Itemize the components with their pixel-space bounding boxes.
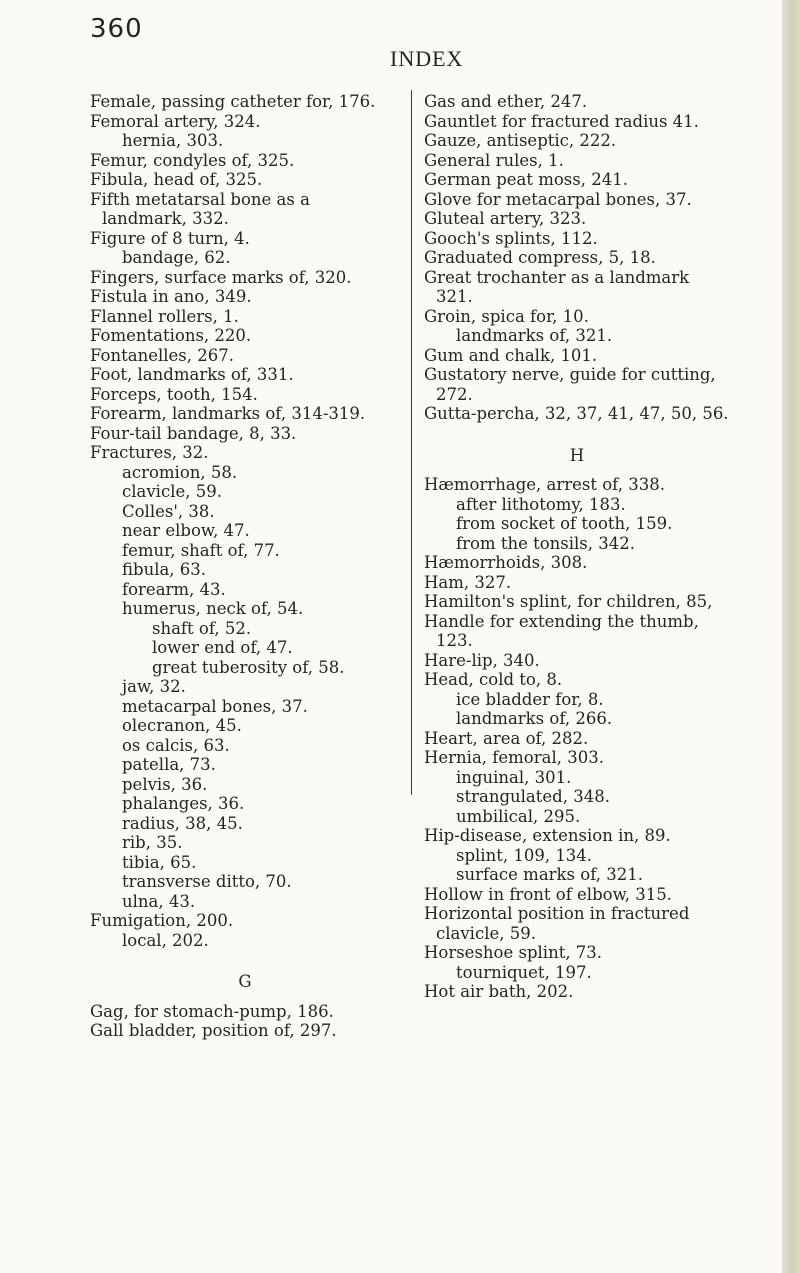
index-entry: Forceps, tooth, 154. xyxy=(90,384,258,404)
index-entry: splint, 109, 134. xyxy=(456,845,593,865)
index-entry: Gutta-percha, 32, 37, 41, 47, 50, 56. xyxy=(424,404,729,423)
index-entry: Gauze, antiseptic, 222. xyxy=(424,131,617,150)
index-entry: Hare-lip, 340. xyxy=(424,650,540,670)
h-entries xyxy=(424,475,730,1002)
index-entry: local, 202. xyxy=(122,930,209,950)
left-column xyxy=(90,92,400,1041)
index-entry: Hæmorrhage, arrest of, 338. xyxy=(424,475,665,494)
index-entry: Fractures, 32. xyxy=(90,443,209,462)
index-entry: Hot air bath, 202. xyxy=(424,982,574,1001)
index-entry: Fistula in ano, 349. xyxy=(90,287,252,306)
index-entry: os calcis, 63. xyxy=(122,735,230,755)
index-entry: Gooch's splints, 112. xyxy=(424,228,598,248)
index-entry: Horizontal position in fractured clavicle, 59. xyxy=(424,904,690,943)
index-entry: Female, passing catheter for, 176. xyxy=(90,92,376,111)
index-entry: Heart, area of, 282. xyxy=(424,728,589,748)
index-entry: pelvis, 36. xyxy=(122,774,208,794)
page-number: 360 xyxy=(90,14,143,44)
running-head: INDEX xyxy=(390,46,464,71)
index-entry: acromion, 58. xyxy=(122,462,238,482)
index-entry: ulna, 43. xyxy=(122,891,196,911)
index-entry: after lithotomy, 183. xyxy=(456,494,626,514)
index-entry: phalanges, 36. xyxy=(122,794,245,813)
index-entry: Handle for extending the thumb, 123. xyxy=(424,611,699,650)
index-entry: jaw, 32. xyxy=(122,677,186,696)
index-entry: Flannel rollers, 1. xyxy=(90,306,239,326)
index-entry: Hollow in front of elbow, 315. xyxy=(424,884,672,904)
index-entry: from the tonsils, 342. xyxy=(456,533,635,553)
index-entry: Fontanelles, 267. xyxy=(90,345,234,365)
index-entry: tibia, 65. xyxy=(122,852,197,872)
index-entry: Groin, spica for, 10. xyxy=(424,306,589,326)
index-entry: hernia, 303. xyxy=(122,131,224,150)
index-entry: humerus, neck of, 54. xyxy=(122,599,304,618)
index-entry: radius, 38, 45. xyxy=(122,813,243,833)
index-entry: Horseshoe splint, 73. xyxy=(424,943,603,962)
section-letter-h: H xyxy=(569,445,585,465)
index-entry: Colles', 38. xyxy=(122,501,215,521)
index-entry: strangulated, 348. xyxy=(456,787,610,806)
index-entry: clavicle, 59. xyxy=(122,482,222,501)
index-entry: German peat moss, 241. xyxy=(424,170,628,189)
index-entry: near elbow, 47. xyxy=(122,521,250,540)
index-entry: forearm, 43. xyxy=(122,579,226,599)
index-entry: Fibula, head of, 325. xyxy=(90,170,263,189)
index-entry: Gas and ether, 247. xyxy=(424,92,588,111)
right-column xyxy=(424,92,730,1002)
index-entry: Fingers, surface marks of, 320. xyxy=(90,267,352,287)
index-entry: Fumigation, 200. xyxy=(90,911,234,930)
index-entry: Hernia, femoral, 303. xyxy=(424,748,604,767)
index-entry: surface marks of, 321. xyxy=(456,865,643,884)
index-entry: patella, 73. xyxy=(122,755,216,774)
index-entry: Head, cold to, 8. xyxy=(424,670,563,689)
index-entry: umbilical, 295. xyxy=(456,806,581,826)
index-entry: Four-tail bandage, 8, 33. xyxy=(90,423,297,443)
column-divider xyxy=(411,90,412,795)
section-letter-g: G xyxy=(238,972,252,991)
index-entry: Great trochanter as a landmark 321. xyxy=(424,267,690,306)
index-entry: Gall bladder, position of, 297. xyxy=(90,1021,337,1040)
page-edge xyxy=(782,0,800,1273)
index-entry: fibula, 63. xyxy=(122,560,207,579)
index-entry: shaft of, 52. xyxy=(152,618,252,638)
index-entry: Gum and chalk, 101. xyxy=(424,345,598,365)
index-entry: Graduated compress, 5, 18. xyxy=(424,248,656,267)
index-entry: landmarks of, 321. xyxy=(456,326,613,345)
index-entry: bandage, 62. xyxy=(122,248,231,267)
index-entry: Gustatory nerve, guide for cutting, 272. xyxy=(424,365,716,404)
index-entry: tourniquet, 197. xyxy=(456,962,592,982)
index-entry: metacarpal bones, 37. xyxy=(122,696,308,716)
index-entry: Fomentations, 220. xyxy=(90,326,252,345)
index-entry: General rules, 1. xyxy=(424,150,564,170)
index-entry: Gauntlet for fractured radius 41. xyxy=(424,111,699,131)
index-entry: Femoral artery, 324. xyxy=(90,111,261,131)
f-entries xyxy=(90,92,400,950)
index-entry: Gluteal artery, 323. xyxy=(424,209,587,228)
index-entry: Hamilton's splint, for children, 85, xyxy=(424,592,713,611)
index-entry: ice bladder for, 8. xyxy=(456,689,604,709)
index-entry: Femur, condyles of, 325. xyxy=(90,150,295,170)
index-entry: femur, shaft of, 77. xyxy=(122,540,280,560)
index-entry: rib, 35. xyxy=(122,833,183,852)
index-entry: Hip-disease, extension in, 89. xyxy=(424,826,671,845)
index-entry: Forearm, landmarks of, 314-319. xyxy=(90,404,366,423)
index-entry: from socket of tooth, 159. xyxy=(456,514,673,533)
index-entry: transverse ditto, 70. xyxy=(122,872,292,891)
g-entries-start xyxy=(90,1002,400,1041)
index-entry: Figure of 8 turn, 4. xyxy=(90,228,250,248)
index-entry: Fifth metatarsal bone as a landmark, 332. xyxy=(90,189,310,228)
index-entry: inguinal, 301. xyxy=(456,767,572,787)
index-entry: Hæmorrhoids, 308. xyxy=(424,553,588,572)
index-entry: Glove for metacarpal bones, 37. xyxy=(424,189,692,209)
index-entry: olecranon, 45. xyxy=(122,716,242,735)
index-entry: lower end of, 47. xyxy=(152,638,293,657)
index-entry: Gag, for stomach-pump, 186. xyxy=(90,1001,334,1021)
index-entry: Ham, 327. xyxy=(424,572,512,592)
index-entry: great tuberosity of, 58. xyxy=(152,657,345,677)
g-entries-continued xyxy=(424,92,730,424)
index-entry: Foot, landmarks of, 331. xyxy=(90,365,294,384)
index-entry: landmarks of, 266. xyxy=(456,709,613,728)
